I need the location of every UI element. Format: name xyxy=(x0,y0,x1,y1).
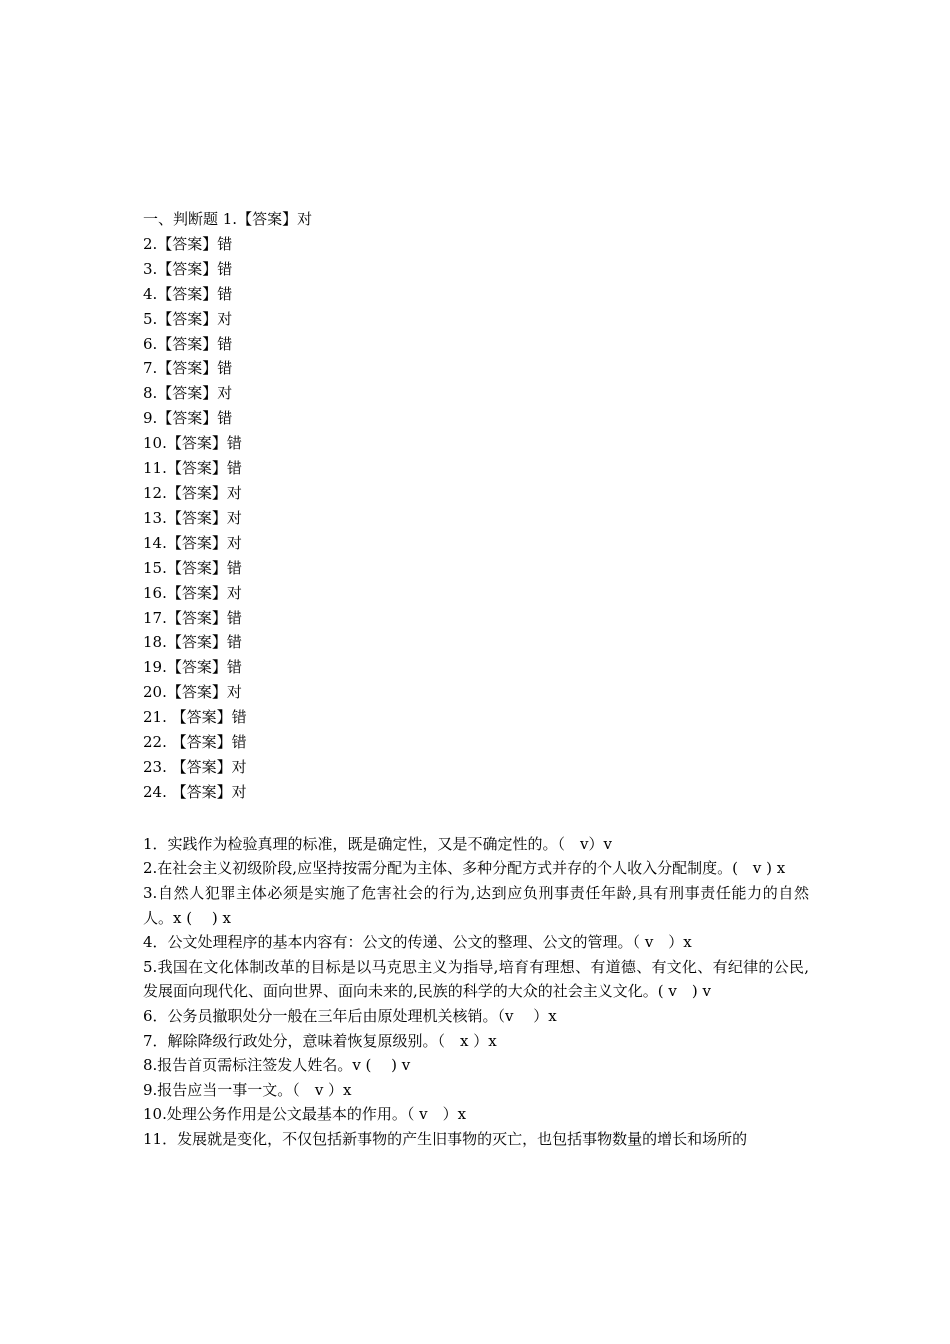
answer-line: 14.【答案】对 xyxy=(143,533,242,552)
answer-line: 5.【答案】对 xyxy=(143,309,233,328)
question-list xyxy=(143,832,809,1152)
question-item: 2.在社会主义初级阶段,应坚持按需分配为主体、多种分配方式并存的个人收入分配制度。( v ) x xyxy=(143,859,786,878)
question-item: 11．发展就是变化，不仅包括新事物的产生旧事物的灭亡，也包括事物数量的增长和场所的 xyxy=(143,1129,748,1148)
question-item: 5.我国在文化体制改革的目标是以马克思主义为指导,培育有理想、有道德、有文化、有纪律的公民,发展面向现代化、面向世界、面向未来的,民族的科学的大众的社会主义文化。( v ) v xyxy=(143,957,809,1001)
question-item: 7．解除降级行政处分，意味着恢复原级别。（ x ）x xyxy=(143,1031,497,1050)
question-item: 8.报告首页需标注签发人姓名。v ( ) v xyxy=(143,1056,411,1075)
answer-line: 24. 【答案】对 xyxy=(143,782,247,801)
answer-line: 7.【答案】错 xyxy=(143,359,233,378)
answer-line: 16.【答案】对 xyxy=(143,583,242,602)
answer-line: 15.【答案】错 xyxy=(143,558,242,577)
answer-line: 12.【答案】对 xyxy=(143,483,242,502)
answer-line: 8.【答案】对 xyxy=(143,384,233,403)
answer-line: 19.【答案】错 xyxy=(143,658,242,677)
question-item: 6．公务员撤职处分一般在三年后由原处理机关核销。（v ）x xyxy=(143,1006,557,1025)
section-spacer xyxy=(143,805,809,832)
answer-line: 20.【答案】对 xyxy=(143,683,242,702)
question-item: 10.处理公务作用是公文最基本的作用。（ v ）x xyxy=(143,1105,467,1124)
answer-line: 13.【答案】对 xyxy=(143,508,242,527)
answer-line: 6.【答案】错 xyxy=(143,334,233,353)
answer-line: 22. 【答案】错 xyxy=(143,733,247,752)
answer-line: 11.【答案】错 xyxy=(143,459,242,478)
answer-key-list xyxy=(143,207,809,805)
answer-line: 一、判断题 1.【答案】对 xyxy=(143,210,313,228)
answer-line: 21. 【答案】错 xyxy=(143,708,247,727)
answer-line: 17.【答案】错 xyxy=(143,608,242,627)
answer-line: 10.【答案】错 xyxy=(143,434,242,453)
answer-line: 9.【答案】错 xyxy=(143,409,233,428)
answer-line: 18.【答案】错 xyxy=(143,633,242,652)
answer-line: 4.【答案】错 xyxy=(143,284,233,303)
answer-line: 23. 【答案】对 xyxy=(143,757,247,776)
answer-line: 2.【答案】错 xyxy=(143,234,233,253)
answer-line: 3.【答案】错 xyxy=(143,259,233,278)
question-item: 1．实践作为检验真理的标准，既是确定性，又是不确定性的。（ v）v xyxy=(143,834,612,853)
question-item: 3.自然人犯罪主体必须是实施了危害社会的行为,达到应负刑事责任年龄,具有刑事责任能力的自然人。x ( ) x xyxy=(143,883,809,927)
document-page xyxy=(143,207,809,1151)
question-item: 4．公文处理程序的基本内容有：公文的传递、公文的整理、公文的管理。（ v ）x xyxy=(143,933,692,952)
question-item: 9.报告应当一事一文。（ v ）x xyxy=(143,1080,352,1099)
